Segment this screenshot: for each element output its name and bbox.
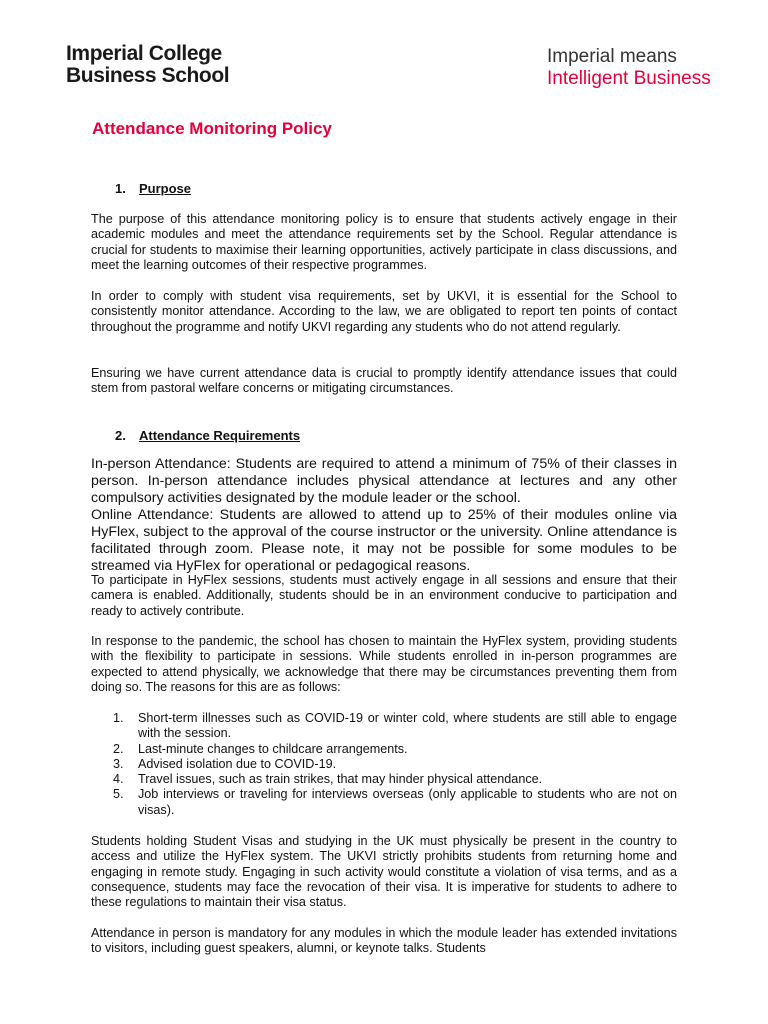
online-attendance-paragraph: Online Attendance: Students are allowed to attend up to 25% of their modules online via HyFlex, subject to the approval of the course instructor or the university. Online attendance is facilitated through zoom. Please note, it may not be possible for some modules to be streamed via HyFlex for operational or pedagogical reasons. [91, 507, 677, 575]
purpose-paragraph-1: The purpose of this attendance monitoring policy is to ensure that students actively engage in their academic modules and meet the attendance requirements set by the School. Regular attendance is crucial for students to maximise their learning opportunities, actively participate in class discussions, and meet the learning outcomes of their respective programmes. [91, 212, 677, 272]
list-item [91, 757, 677, 772]
section-number: 2. [115, 428, 126, 443]
in-person-attendance-paragraph: In-person Attendance: Students are required to attend a minimum of 75% of their classes in person. In-person attendance includes physical attendance at lectures and any other compulsory activities designated by the module leader or the school. [91, 456, 677, 507]
section-title: Attendance Requirements [139, 428, 301, 443]
section-number: 1. [115, 181, 126, 196]
list-text: Advised isolation due to COVID-19. [138, 756, 337, 771]
logo-line-2: Business School [66, 64, 230, 87]
list-text: Job interviews or traveling for interviews overseas (only applicable to students who are not on visas). [138, 787, 677, 817]
mandatory-attendance-paragraph: Attendance in person is mandatory for any modules in which the module leader has extended invitations to visitors, including guest speakers, alumni, or keynote talks. Students [91, 926, 677, 956]
list-text: Travel issues, such as train strikes, that may hinder physical attendance. [138, 772, 543, 787]
hyflex-participation-paragraph: To participate in HyFlex sessions, students must actively engage in all sessions and ensure that their camera is enabled. Additionally, students should be in an environment conducive to participation and ready to actively contribute. [91, 573, 677, 618]
list-number: 5. [113, 787, 124, 802]
reasons-list [91, 711, 677, 818]
visa-paragraph: Students holding Student Visas and studying in the UK must physically be present in the country to access and utilize the HyFlex system. The UKVI strictly prohibits students from returning home and engaging in remote study. Engaging in such activity would constitute a violation of visa terms, and as a consequence, students may face the revocation of their visa. It is imperative for students to adhere to these regulations to maintain their visa status. [91, 834, 677, 910]
list-item [91, 742, 677, 757]
list-number: 2. [113, 741, 124, 756]
tagline-line-2: Intelligent Business [547, 68, 711, 89]
tagline-line-1: Imperial means [547, 46, 677, 67]
tagline [547, 46, 711, 90]
section-heading-purpose [115, 181, 191, 196]
imperial-business-school-logo [66, 43, 229, 87]
list-text: Short-term illnesses such as COVID-19 or winter cold, where students are still able to engage with the session. [138, 711, 677, 741]
list-item [91, 772, 677, 787]
list-item [91, 711, 677, 742]
logo-line-1: Imperial College [66, 42, 222, 65]
list-number: 3. [113, 756, 124, 771]
section-heading-requirements [115, 428, 300, 443]
pandemic-paragraph: In response to the pandemic, the school has chosen to maintain the HyFlex system, providing students with the flexibility to participate in sessions. While students enrolled in in-person programmes are expected to attend physically, we acknowledge that there may be circumstances preventing them from doing so. The reasons for this are as follows: [91, 634, 677, 694]
list-number: 1. [113, 711, 124, 725]
section-title: Purpose [139, 181, 192, 196]
purpose-paragraph-2: In order to comply with student visa requirements, set by UKVI, it is essential for the School to consistently monitor attendance. According to the law, we are obligated to report ten points of contact throughout the programme and notify UKVI regarding any students who do not attend regularly. [91, 289, 677, 334]
list-item [91, 787, 677, 818]
document-title: Attendance Monitoring Policy [92, 119, 332, 138]
list-text: Last-minute changes to childcare arrangements. [138, 741, 408, 756]
list-number: 4. [113, 772, 124, 787]
purpose-paragraph-3: Ensuring we have current attendance data is crucial to promptly identify attendance issues that could stem from pastoral welfare concerns or mitigating circumstances. [91, 366, 677, 396]
